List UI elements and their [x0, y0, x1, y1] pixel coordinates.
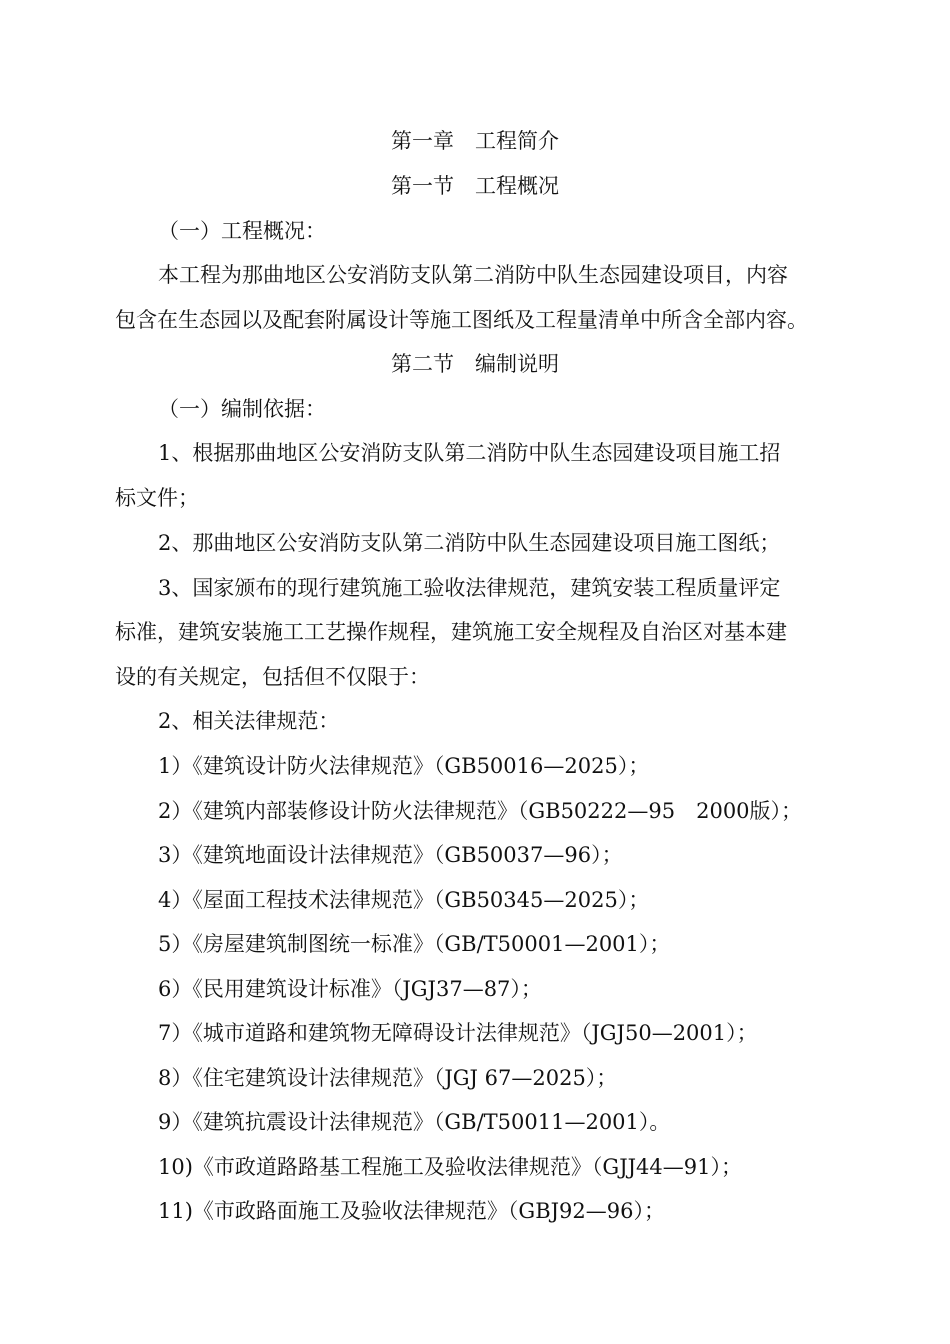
basis-item-line: 标准，建筑安装施工工艺操作规程，建筑施工安全规程及自治区对基本建	[115, 620, 787, 644]
law-item: 11)《市政路面施工及验收法律规范》（GBJ92—96）；	[158, 1199, 665, 1223]
basis-item-line: 设的有关规定，包括但不仅限于：	[115, 665, 430, 689]
basis-item-line: 1、根据那曲地区公安消防支队第二消防中队生态园建设项目施工招	[158, 441, 781, 465]
law-item: 1）《建筑设计防火法律规范》（GB50016—2025）；	[158, 754, 650, 778]
basis-item-line: 2、那曲地区公安消防支队第二消防中队生态园建设项目施工图纸；	[158, 531, 781, 555]
law-item: 9）《建筑抗震设计法律规范》（GB/T50011—2001）。	[158, 1110, 671, 1134]
law-item: 6）《民用建筑设计标准》（JGJ37—87）；	[158, 977, 542, 1001]
subsection-heading-basis: （一）编制依据：	[158, 397, 326, 421]
basis-item-line: 标文件；	[115, 486, 199, 510]
laws-heading: 2、相关法律规范：	[158, 709, 340, 733]
basis-item-line: 3、国家颁布的现行建筑施工验收法律规范，建筑安装工程质量评定	[158, 576, 781, 600]
law-item: 4）《屋面工程技术法律规范》（GB50345—2025）；	[158, 888, 650, 912]
law-item: 8）《住宅建筑设计法律规范》（JGJ 67—2025）；	[158, 1066, 618, 1090]
law-item: 10)《市政道路路基工程施工及验收法律规范》（GJJ44—91）；	[158, 1155, 742, 1179]
overview-paragraph-line: 包含在生态园以及配套附属设计等施工图纸及工程量清单中所含全部内容。	[115, 308, 808, 332]
law-item: 3）《建筑地面设计法律规范》（GB50037—96）；	[158, 843, 623, 867]
chapter-title: 第一章 工程简介	[391, 129, 559, 153]
law-item: 5）《房屋建筑制图统一标准》（GB/T50001—2001）；	[158, 932, 671, 956]
overview-paragraph-line: 本工程为那曲地区公安消防支队第二消防中队生态园建设项目，内容	[158, 263, 788, 287]
law-item: 2）《建筑内部装修设计防火法律规范》（GB50222—95 2000版）；	[158, 799, 803, 823]
section-title-overview: 第一节 工程概况	[391, 174, 559, 198]
section-title-compilation: 第二节 编制说明	[391, 352, 559, 376]
law-item: 7）《城市道路和建筑物无障碍设计法律规范》（JGJ50—2001）；	[158, 1021, 758, 1045]
subsection-heading-overview: （一）工程概况：	[158, 219, 326, 243]
